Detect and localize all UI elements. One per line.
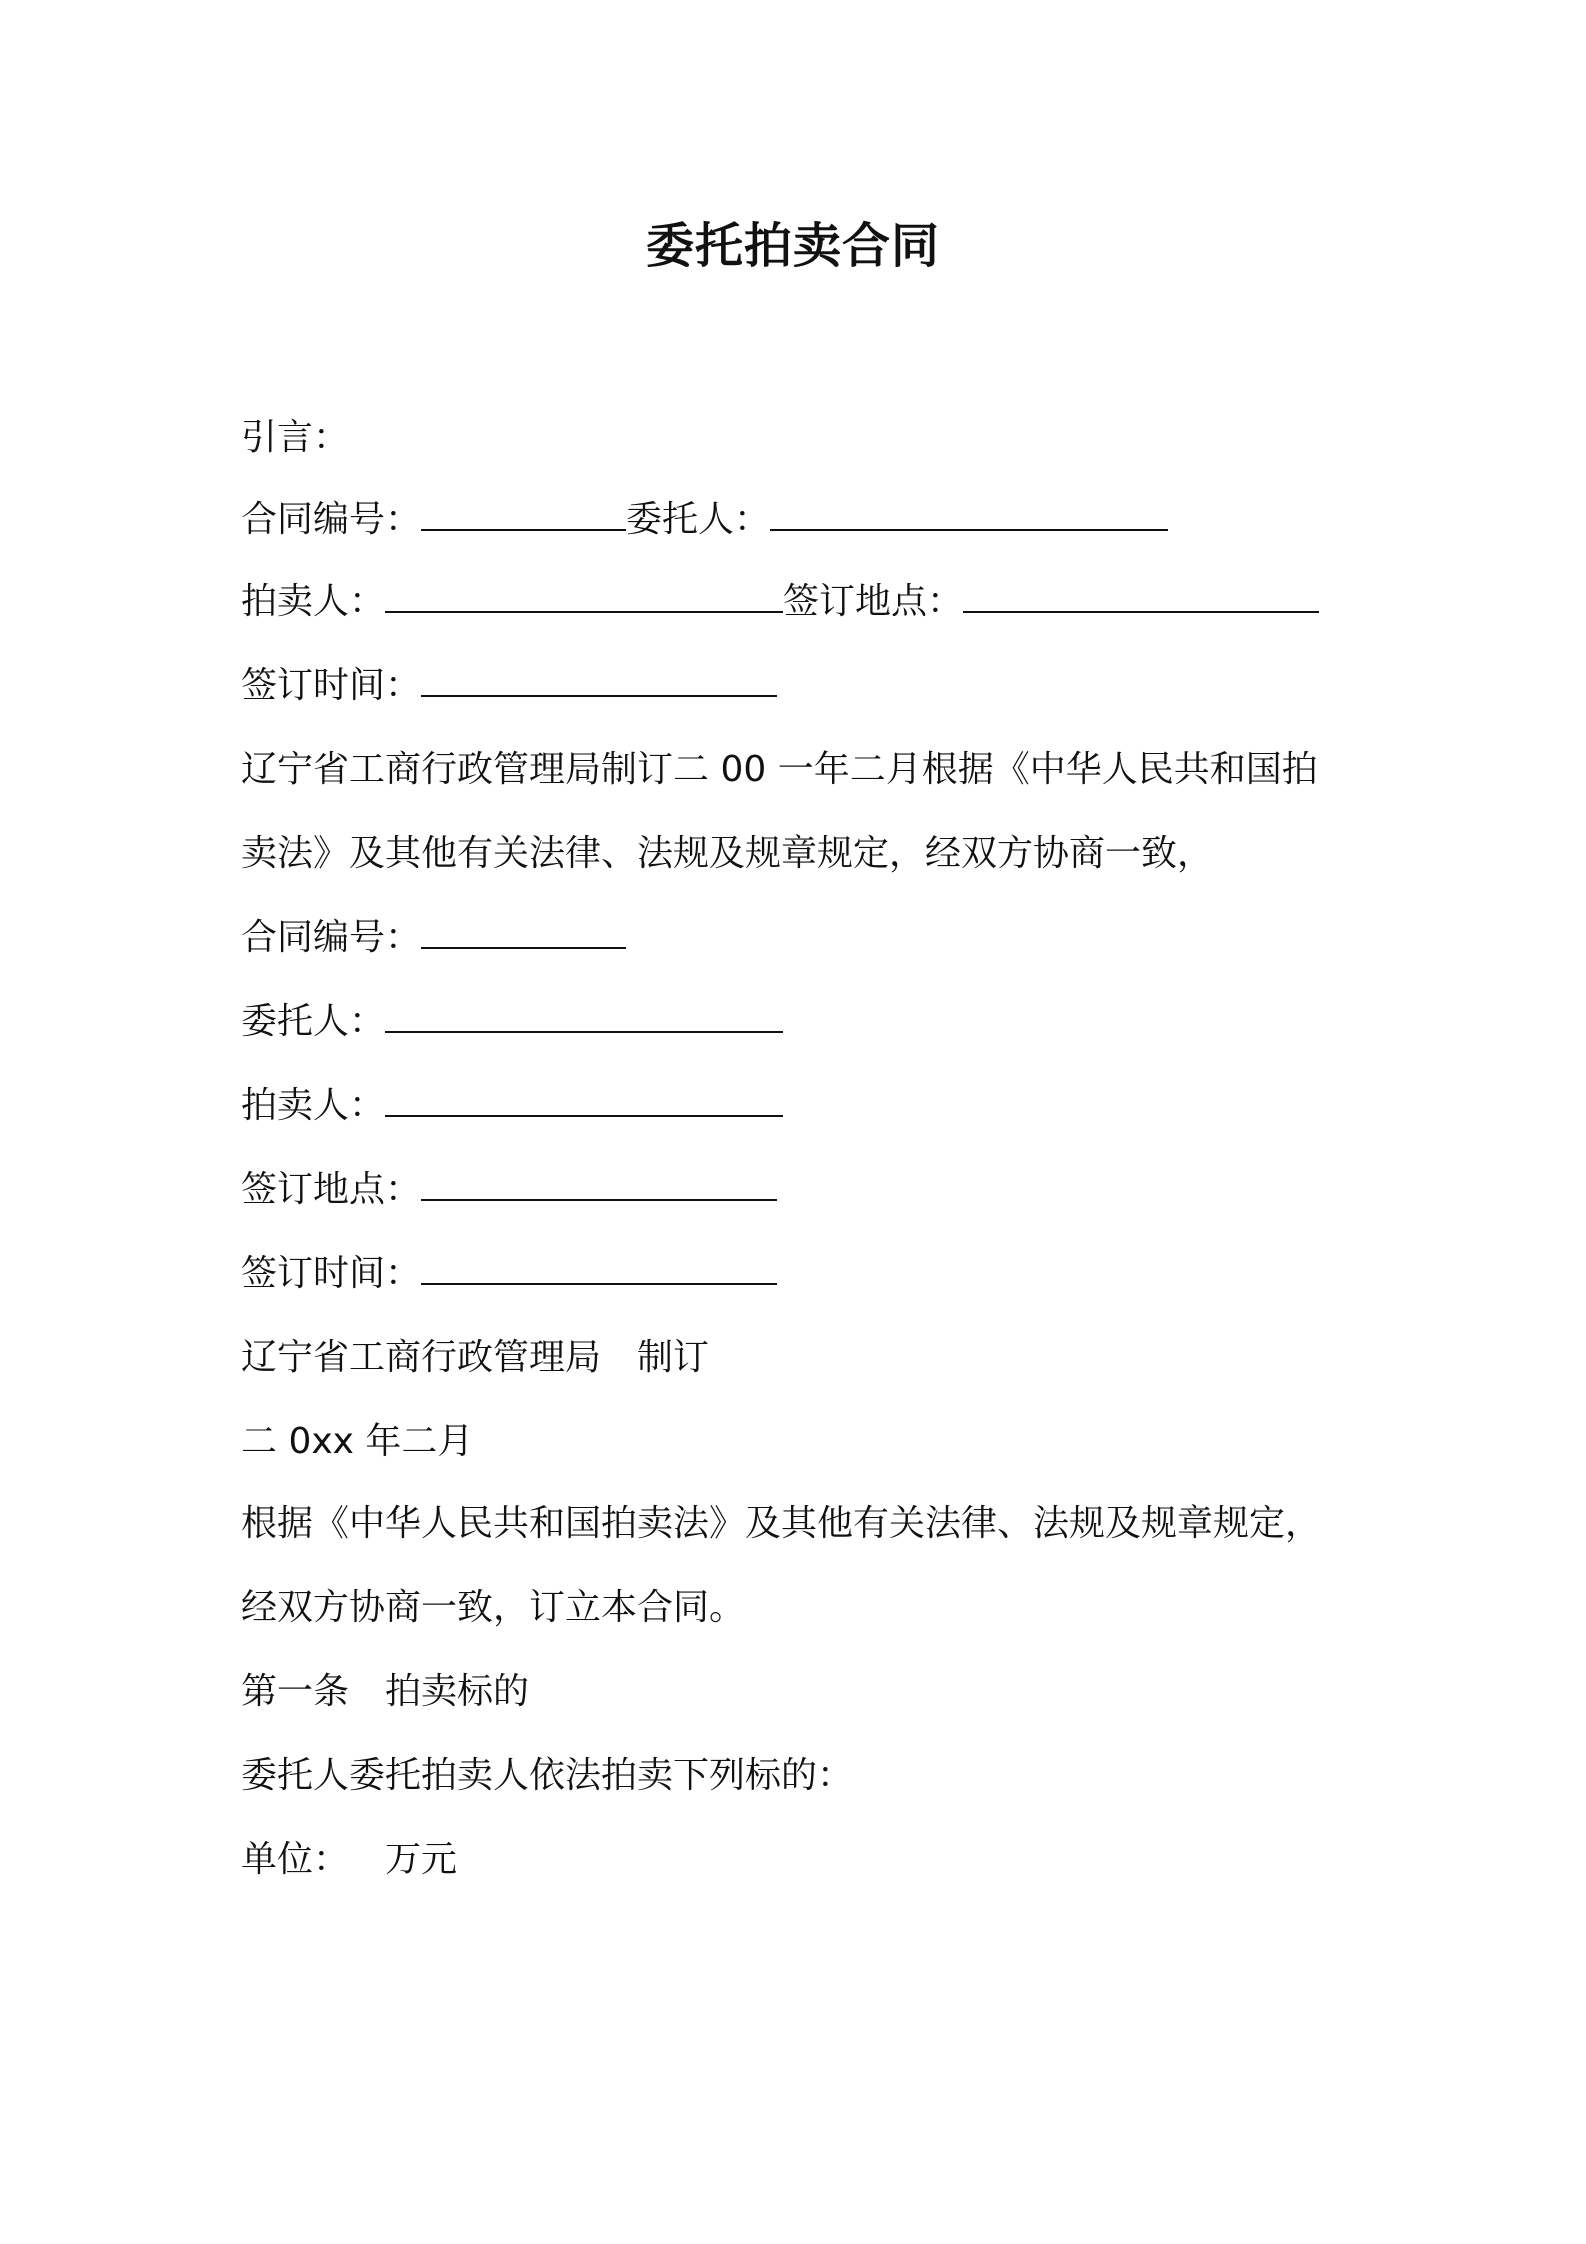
- unit-value: 万元: [385, 1839, 458, 1880]
- article-1-text: 委托人委托拍卖人依法拍卖下列标的：: [241, 1755, 854, 1796]
- field-auctioneer: [241, 1076, 783, 1136]
- field-client: [241, 992, 783, 1052]
- header-auctioneer-label: 拍卖人：: [241, 581, 386, 622]
- field-signing-place: [241, 1160, 777, 1220]
- header-contract-no-blank: [421, 499, 626, 531]
- issue-date: 二 0xx 年二月: [241, 1421, 474, 1462]
- unit-label: 单位：: [241, 1839, 350, 1880]
- paragraph-1-line-2: 卖法》及其他有关法律、法规及规章规定，经双方协商一致，: [241, 833, 1214, 874]
- header-signing-place-label: 签订地点：: [783, 581, 964, 622]
- field-contract-no-label: 合同编号：: [241, 917, 422, 958]
- header-auctioneer-blank: [385, 581, 783, 613]
- field-signing-place-label: 签订地点：: [241, 1169, 422, 1210]
- paragraph-1-line-1: 辽宁省工商行政管理局制订二 00 一年二月根据《中华人民共和国拍: [241, 749, 1318, 790]
- field-signing-time: [241, 1244, 777, 1304]
- issuer-action: 制订: [637, 1337, 710, 1378]
- header-contract-no-label: 合同编号：: [241, 499, 422, 540]
- header-line-signing-time: [241, 656, 777, 716]
- header-line-contract-client: [241, 490, 1168, 550]
- document-title: 委托拍卖合同: [645, 218, 940, 274]
- header-client-blank: [770, 499, 1168, 531]
- header-signing-place-blank: [963, 581, 1319, 613]
- paragraph-2-line-2: 经双方协商一致，订立本合同。: [241, 1587, 746, 1628]
- issuer-line: [241, 1328, 709, 1388]
- field-auctioneer-blank: [385, 1085, 783, 1117]
- header-signing-time-label: 签订时间：: [241, 665, 422, 706]
- header-signing-time-blank: [421, 665, 777, 697]
- field-contract-no: [241, 908, 626, 968]
- header-line-auctioneer-place: [241, 572, 1319, 632]
- article-1-heading: [241, 1662, 529, 1722]
- article-1-title: 拍卖标的: [385, 1671, 530, 1712]
- field-contract-no-blank: [421, 917, 626, 949]
- issuer-name: 辽宁省工商行政管理局: [241, 1337, 602, 1378]
- article-1-number: 第一条: [241, 1671, 350, 1712]
- field-client-blank: [385, 1001, 783, 1033]
- field-signing-time-label: 签订时间：: [241, 1253, 422, 1294]
- field-signing-place-blank: [421, 1169, 777, 1201]
- intro-label: 引言：: [241, 417, 350, 458]
- field-client-label: 委托人：: [241, 1001, 386, 1042]
- field-signing-time-blank: [421, 1253, 777, 1285]
- paragraph-2-line-1: 根据《中华人民共和国拍卖法》及其他有关法律、法规及规章规定，: [241, 1503, 1322, 1544]
- header-client-label: 委托人：: [626, 499, 771, 540]
- unit-line: [241, 1830, 457, 1890]
- field-auctioneer-label: 拍卖人：: [241, 1085, 386, 1126]
